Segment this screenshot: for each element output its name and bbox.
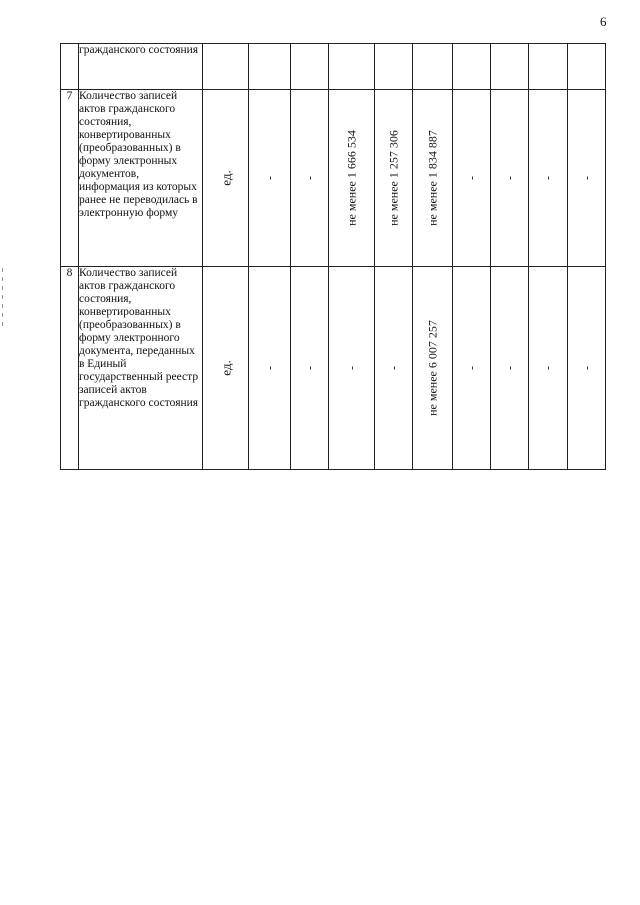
value-label: - (302, 366, 316, 370)
indicator-name-cell: гражданского состояния (79, 44, 203, 90)
value-label: - (464, 366, 478, 370)
value-label: не менее 1 257 306 (386, 130, 400, 226)
value-label: - (302, 176, 316, 180)
indicators-table (60, 43, 606, 470)
value-cell (453, 90, 491, 267)
value-cell (413, 44, 453, 90)
value-label: не менее 1 666 534 (344, 130, 358, 226)
value-label: - (344, 366, 358, 370)
value-cell (568, 90, 606, 267)
value-cell (529, 44, 568, 90)
value-cell (375, 90, 413, 267)
value-cell (529, 90, 568, 267)
value-label: - (579, 366, 593, 370)
value-label: - (464, 176, 478, 180)
value-cell (491, 267, 529, 470)
unit-cell (203, 267, 249, 470)
value-cell (453, 44, 491, 90)
row-number-cell: 8 (61, 267, 79, 470)
value-cell (249, 44, 291, 90)
unit-label: ед. (218, 170, 233, 186)
value-cell (329, 90, 375, 267)
unit-label: ед. (218, 360, 233, 376)
value-cell (291, 44, 329, 90)
value-label: - (502, 176, 516, 180)
value-cell (529, 267, 568, 470)
value-cell (291, 267, 329, 470)
value-cell (375, 267, 413, 470)
value-label: - (540, 176, 555, 180)
indicator-name-cell: Количество записей актов гражданского состояния, конвертированных (преобразованных) в форму электронных документов, информация из которых ранее не переводилась в электронную форму (79, 90, 203, 267)
table-row-7 (61, 90, 606, 267)
scan-edge-mark (2, 268, 3, 328)
unit-cell (203, 44, 249, 90)
table-row-8 (61, 267, 606, 470)
value-cell (413, 267, 453, 470)
value-cell (491, 90, 529, 267)
value-cell (491, 44, 529, 90)
value-label: - (502, 366, 516, 370)
value-cell (329, 267, 375, 470)
value-cell (329, 44, 375, 90)
value-cell (568, 44, 606, 90)
value-label: - (386, 366, 400, 370)
value-cell (375, 44, 413, 90)
value-cell (453, 267, 491, 470)
value-label: не менее 6 007 257 (425, 320, 439, 416)
table-row-continued (61, 44, 606, 90)
value-label: - (540, 366, 555, 370)
value-label: не менее 1 834 887 (425, 130, 439, 226)
value-cell (291, 90, 329, 267)
unit-cell (203, 90, 249, 267)
value-label: - (262, 176, 276, 180)
value-label: - (262, 366, 276, 370)
row-number-cell (61, 44, 79, 90)
indicator-name-cell: Количество записей актов гражданского состояния, конвертированных (преобразованных) в форму электронного документа, переданных в Единый государственный реестр записей актов гражданского состояния (79, 267, 203, 470)
value-cell (413, 90, 453, 267)
page-number: 6 (600, 14, 607, 29)
value-label: - (579, 176, 593, 180)
value-cell (568, 267, 606, 470)
value-cell (249, 90, 291, 267)
value-cell (249, 267, 291, 470)
row-number-cell: 7 (61, 90, 79, 267)
